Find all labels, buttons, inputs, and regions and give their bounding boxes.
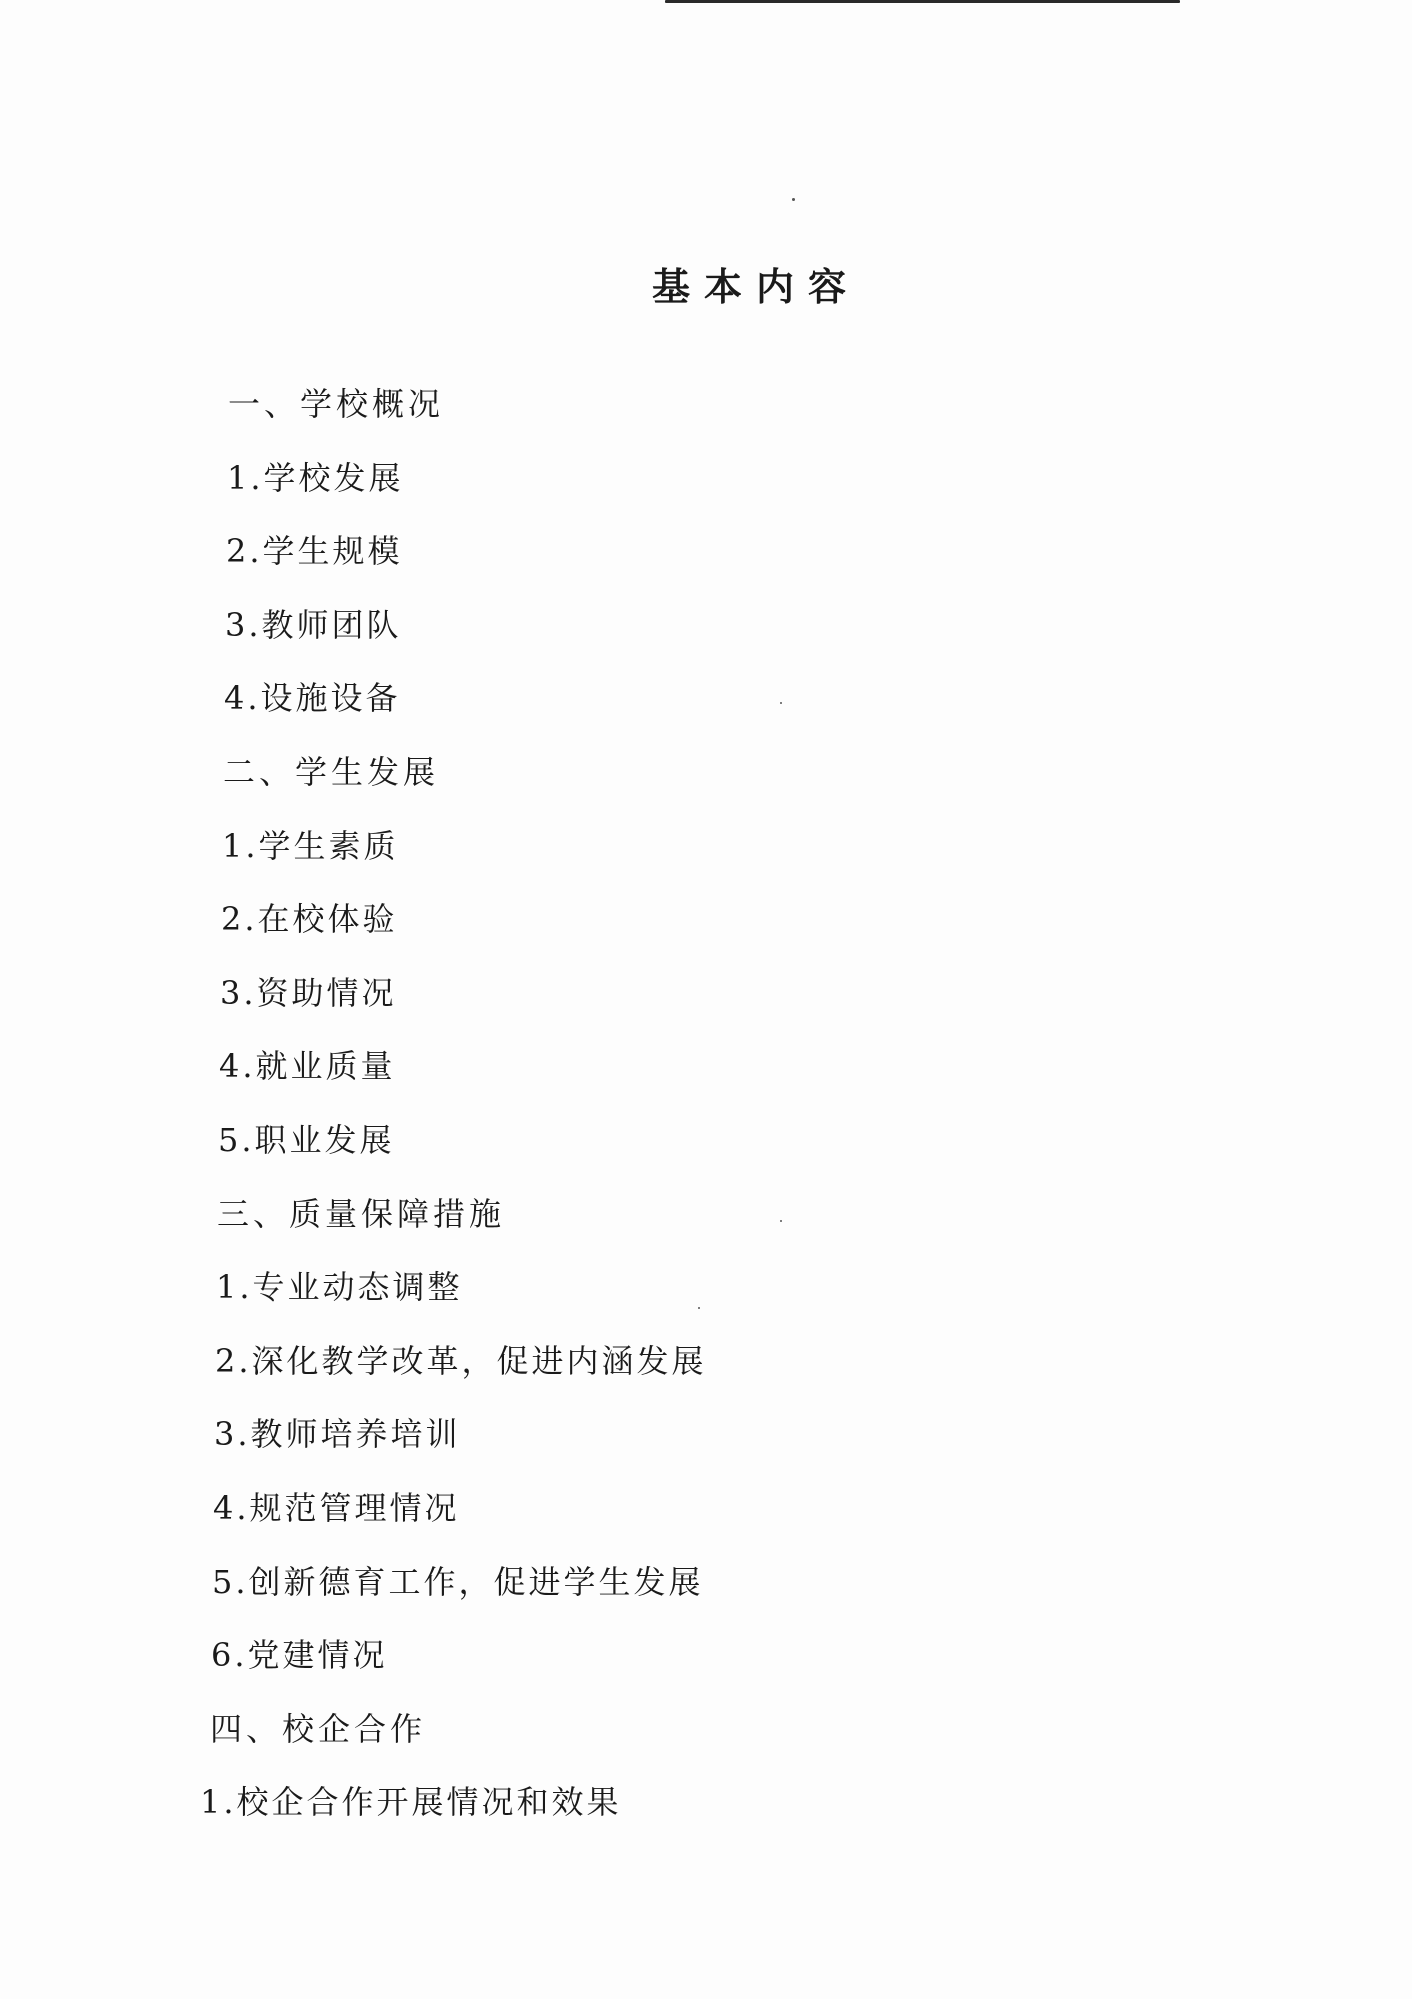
- toc-item: 5.创新德育工作，促进学生发展: [212, 1562, 704, 1601]
- toc-section-heading: 四、校企合作: [210, 1709, 427, 1748]
- table-of-contents: [200, 378, 707, 1850]
- toc-item: 2.在校体验: [221, 900, 398, 939]
- document-title: 基本内容: [651, 264, 860, 310]
- toc-item: 1.学校发展: [227, 458, 404, 497]
- toc-item: 3.教师团队: [225, 605, 402, 644]
- toc-item: 4.设施设备: [224, 679, 401, 718]
- scan-edge-mark: [665, 0, 1180, 3]
- toc-item: 2.学生规模: [226, 532, 403, 571]
- toc-item: 1.学生素质: [222, 826, 399, 865]
- toc-item: 1.专业动态调整: [216, 1268, 463, 1307]
- toc-item: 2.深化教学改革，促进内涵发展: [215, 1341, 707, 1380]
- toc-item: 6.党建情况: [211, 1636, 388, 1675]
- toc-item: 3.资助情况: [220, 973, 397, 1012]
- toc-section-heading: 一、学校概况: [228, 385, 445, 423]
- scan-speck: [792, 198, 795, 201]
- scan-speck: [780, 702, 782, 704]
- toc-item: 1.校企合作开展情况和效果: [200, 1783, 622, 1822]
- toc-section-heading: 三、质量保障措施: [217, 1194, 506, 1233]
- toc-item: 4.就业质量: [219, 1047, 396, 1086]
- toc-item: 3.教师培养培训: [214, 1415, 461, 1454]
- toc-section-heading: 二、学生发展: [223, 752, 440, 791]
- toc-item: 5.职业发展: [218, 1120, 395, 1159]
- toc-item: 4.规范管理情况: [213, 1488, 460, 1527]
- scan-speck: [780, 1220, 782, 1222]
